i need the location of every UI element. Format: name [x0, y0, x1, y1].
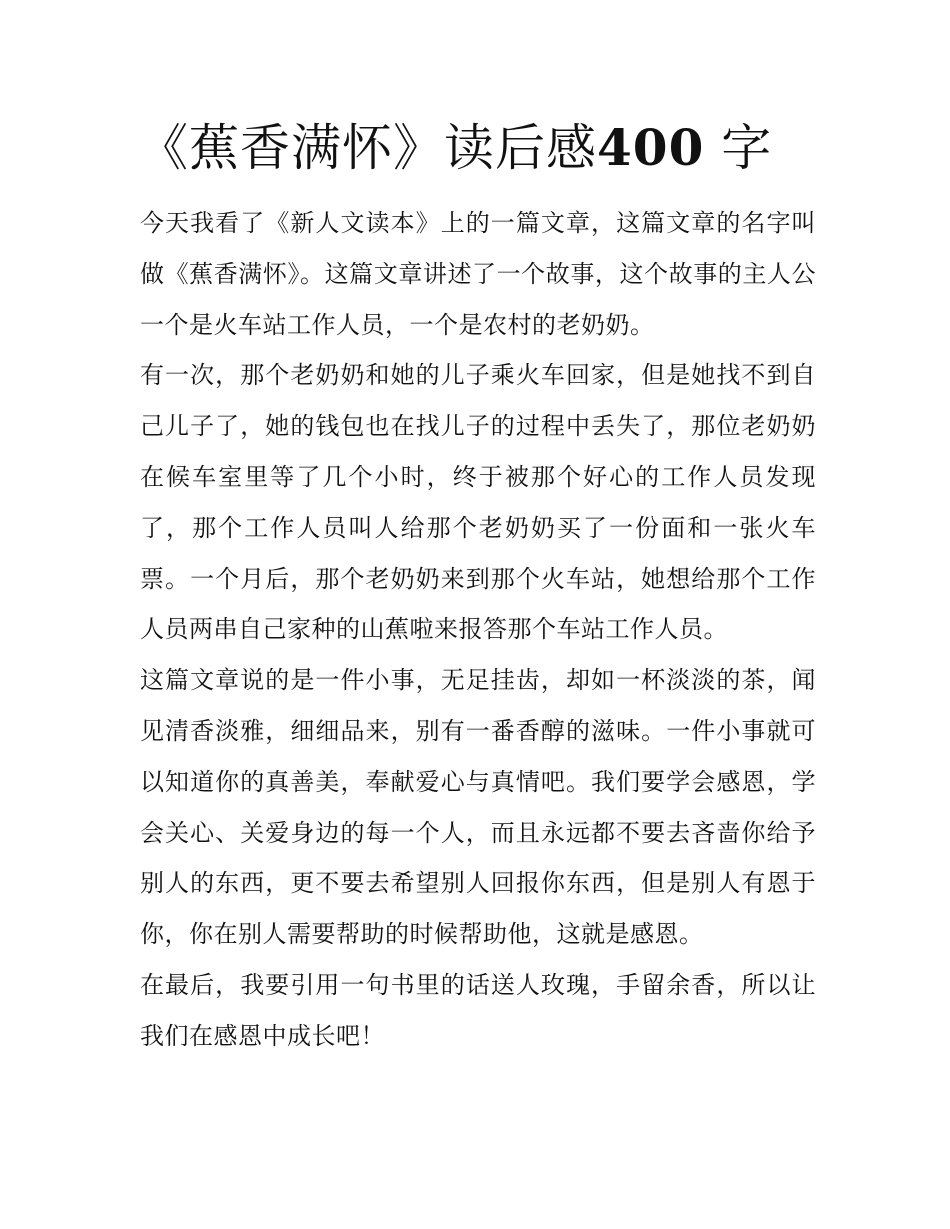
paragraph-4: 在最后，我要引用一句书里的话送人玫瑰，手留余香，所以让我们在感恩中成长吧！ [140, 970, 816, 1050]
title-suffix: 字 [721, 119, 773, 177]
document-title [138, 112, 818, 184]
paragraph-1: 今天我看了《新人文读本》上的一篇文章，这篇文章的名字叫做《蕉香满怀》。这篇文章讲述了一个故事，这个故事的主人公一个是火车站工作人员，一个是农村的老奶奶。 [140, 209, 816, 339]
title-number: 400 [597, 118, 705, 177]
document-body [140, 198, 816, 1062]
title-main: 《蕉香满怀》读后感 [138, 119, 597, 177]
paragraph-3: 这篇文章说的是一件小事，无足挂齿，却如一杯淡淡的茶，闻见清香淡雅，细细品来，别有一番香醇的滋味。一件小事就可以知道你的真善美，奉献爱心与真情吧。我们要学会感恩，学会关心、关爱身边的每一个人，而且永远都不要去吝啬你给予别人的东西，更不要去希望别人回报你东西，但是别人有恩于你，你在别人需要帮助的时候帮助他，这就是感恩。 [140, 666, 816, 949]
paragraph-2: 有一次，那个老奶奶和她的儿子乘火车回家，但是她找不到自己儿子了，她的钱包也在找儿子的过程中丢失了，那位老奶奶在候车室里等了几个小时，终于被那个好心的工作人员发现了，那个工作人员叫人给那个老奶奶买了一份面和一张火车票。一个月后，那个老奶奶来到那个火车站，她想给那个工作人员两串自己家种的山蕉啦来报答那个车站工作人员。 [140, 361, 816, 644]
